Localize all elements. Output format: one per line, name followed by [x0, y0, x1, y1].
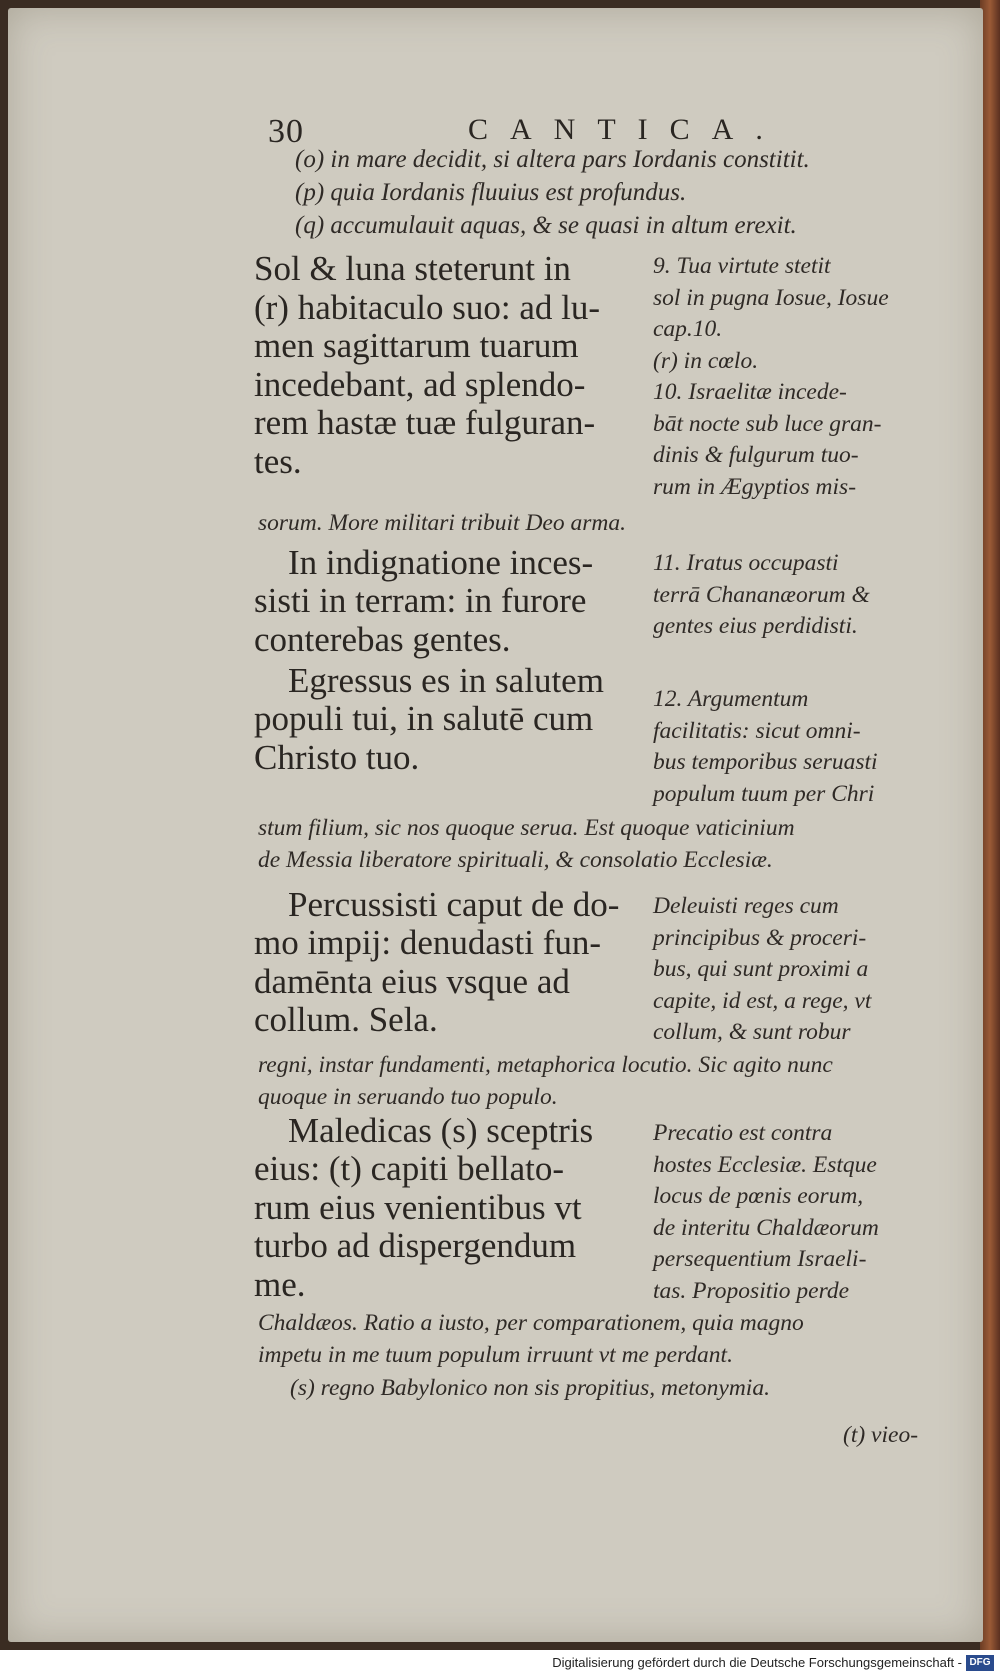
commentary-12: [653, 684, 878, 810]
verse-line: turbo ad dispergendum: [254, 1226, 577, 1265]
verse-line: Egressus es in salutem: [288, 661, 604, 700]
note-line: (s) regno Babylonico non sis propitius, metonymia.: [290, 1375, 770, 1401]
verse-line: conterebas gentes.: [254, 619, 511, 659]
verse-line: rum eius venientibus vt: [254, 1187, 582, 1227]
note-line: bus, qui sunt proximi a: [653, 956, 869, 982]
note-line: populum tuum per Chri: [653, 780, 875, 807]
catchword: (t) vieo-: [843, 1422, 919, 1448]
note-line: rum in Ægyptios mis-: [653, 473, 857, 500]
book-spine: [980, 0, 1000, 1650]
verse-line: me.: [254, 1264, 306, 1304]
verse-line: (r) habitaculo suo: ad lu-: [254, 287, 601, 327]
note-line: bus temporibus seruasti: [653, 749, 878, 775]
note-line: 9. Tua virtute stetit: [653, 253, 831, 279]
verse-14-cont: [254, 1150, 582, 1304]
commentary-continuation: [258, 1050, 833, 1113]
note-line: cap.10.: [653, 316, 723, 342]
verse-line: populi tui, in salutē cum: [254, 699, 594, 738]
note-line: principibus & proceri-: [653, 924, 867, 951]
verse-line: rem hastæ tuæ fulguran-: [254, 403, 596, 442]
note-line: (r) in cœlo.: [653, 347, 759, 374]
note-line: gentes eius perdidisti.: [653, 613, 858, 639]
note-line: 12. Argumentum: [653, 686, 809, 712]
note-line: regni, instar fundamenti, metaphorica locutio. Sic agito nunc: [258, 1052, 833, 1078]
verse-line: Percussisti caput de do-: [288, 885, 620, 924]
verse-line: In indignatione inces-: [288, 543, 594, 582]
verse-line: eius: (t) capiti bellato-: [254, 1149, 565, 1188]
note-line: capite, id est, a rege, vt: [653, 987, 872, 1014]
note-line: dinis & fulgurum tuo-: [653, 442, 859, 468]
note-line: tas. Propositio perde: [653, 1277, 850, 1304]
page-number: 30: [268, 113, 304, 150]
verse-11-cont: [254, 582, 586, 659]
note-line: 11. Iratus occupasti: [653, 550, 839, 576]
verse-line: Maledicas (s) sceptris: [288, 1111, 594, 1150]
note-line: 10. Israelitæ incede-: [653, 379, 847, 405]
note-line: collum, & sunt robur: [653, 1019, 851, 1045]
note-line: facilitatis: sicut omni-: [653, 717, 861, 744]
note-line: Chaldæos. Ratio a iusto, per comparationem, quia magno: [258, 1310, 804, 1336]
note-line: bāt nocte sub luce gran-: [653, 410, 882, 437]
verse-9-10: [254, 250, 600, 481]
commentary-9-10: [653, 251, 889, 503]
digitization-footer: [0, 1650, 1000, 1677]
funding-credit: Digitalisierung gefördert durch die Deutsche Forschungsgemeinschaft -: [552, 1655, 962, 1670]
footnote-p: (p) quia Iordanis fluuius est profundus.: [295, 179, 687, 206]
note-line: persequentium Israeli-: [653, 1246, 867, 1272]
verse-13-cont: [254, 924, 601, 1040]
book-page: [8, 8, 983, 1642]
note-line: de Messia liberatore spirituali, & consolatio Ecclesiæ.: [258, 846, 773, 873]
note-line: hostes Ecclesiæ. Estque: [653, 1151, 877, 1178]
note-line: Deleuisti reges cum: [653, 893, 839, 919]
verse-line: Sol & luna steterunt in: [254, 249, 571, 288]
note-line: stum filium, sic nos quoque serua. Est quoque vaticinium: [258, 815, 795, 841]
verse-line: mo impij: denudasti fun-: [254, 923, 602, 962]
verse-12-cont: [254, 700, 593, 777]
verse-line: collum. Sela.: [254, 1000, 438, 1039]
verse-line: men sagittarum tuarum: [254, 326, 579, 365]
commentary-13: [653, 891, 871, 1049]
verse-line: incedebant, ad splendo-: [254, 364, 586, 404]
note-line: sol in pugna Iosue, Iosue: [653, 284, 889, 311]
footnote-q: (q) accumulauit aquas, & se quasi in altum erexit.: [295, 212, 797, 239]
dfg-logo: DFG: [966, 1655, 994, 1671]
commentary-11: [653, 548, 870, 643]
verse-line: damēnta eius vsque ad: [254, 961, 570, 1001]
footnote-s: [290, 1373, 770, 1405]
commentary-14: [653, 1118, 879, 1307]
note-line: terrā Chananæorum &: [653, 581, 870, 608]
note-line: impetu in me tuum populum irruunt vt me perdant.: [258, 1341, 733, 1368]
verse-line: sisti in terram: in furore: [254, 581, 587, 620]
verse-line: Christo tuo.: [254, 737, 420, 777]
running-title: CANTICA.: [468, 113, 785, 146]
verse-14: [288, 1112, 593, 1151]
note-line: locus de pœnis eorum,: [653, 1183, 864, 1209]
note-line: sorum. More militari tribuit Deo arma.: [258, 510, 626, 536]
verse-12: [288, 662, 604, 701]
commentary-continuation: [258, 813, 795, 876]
commentary-continuation: [258, 1308, 804, 1371]
verse-13: [288, 886, 619, 925]
note-line: Precatio est contra: [653, 1120, 833, 1146]
note-line: de interitu Chaldæorum: [653, 1214, 879, 1241]
footnote-o: (o) in mare decidit, si altera pars Iordanis constitit.: [295, 146, 810, 173]
verse-11: [288, 544, 593, 583]
verse-line: tes.: [254, 441, 302, 481]
commentary-continuation: [258, 508, 626, 540]
note-line: quoque in seruando tuo populo.: [258, 1083, 558, 1110]
